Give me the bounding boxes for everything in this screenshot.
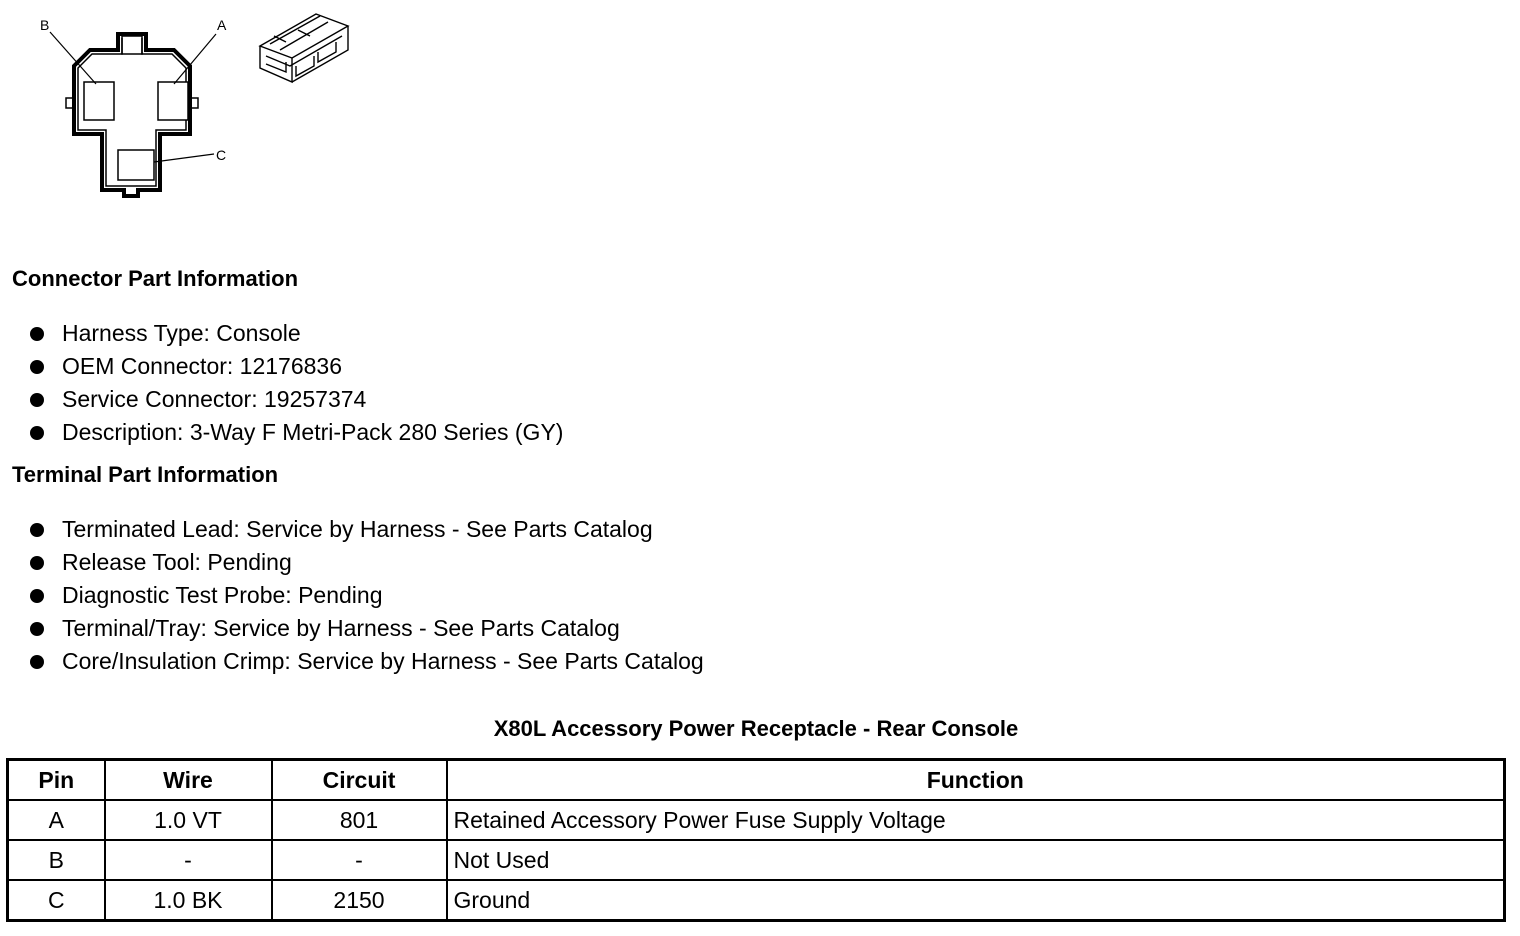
connector-face-diagram: [30, 10, 230, 202]
bullet-icon: [30, 523, 44, 537]
bullet-icon: [30, 327, 44, 341]
column-header-circuit: Circuit: [272, 760, 447, 801]
bullet-icon: [30, 655, 44, 669]
list-item: [28, 513, 704, 546]
list-item: [28, 645, 704, 678]
bullet-icon: [30, 622, 44, 636]
list-item: [28, 416, 563, 449]
bullet-icon: [30, 360, 44, 374]
cell-circuit: -: [272, 840, 447, 880]
list-item-text: Terminal/Tray: Service by Harness - See Parts Catalog: [62, 615, 620, 641]
terminal-part-info-heading: Terminal Part Information: [12, 462, 279, 487]
connector-isometric-view: [256, 6, 352, 90]
cell-function: Ground: [447, 880, 1505, 921]
cell-wire: 1.0 VT: [105, 800, 272, 840]
cell-circuit: 2150: [272, 880, 447, 921]
cell-function: Retained Accessory Power Fuse Supply Voltage: [447, 800, 1505, 840]
list-item-text: Description: 3-Way F Metri-Pack 280 Series (GY): [62, 419, 564, 445]
list-item-text: Harness Type: Console: [62, 320, 301, 346]
column-header-wire: Wire: [105, 760, 272, 801]
cavity-c: [118, 150, 154, 180]
connector-part-info-list: [28, 317, 563, 449]
list-item-text: Service Connector: 19257374: [62, 386, 367, 412]
bullet-icon: [30, 426, 44, 440]
column-header-function: Function: [447, 760, 1505, 801]
list-item-text: Core/Insulation Crimp: Service by Harness - See Parts Catalog: [62, 648, 704, 674]
list-item-text: Diagnostic Test Probe: Pending: [62, 582, 383, 608]
list-item: [28, 579, 704, 612]
cell-pin: B: [8, 840, 105, 880]
list-item-text: Release Tool: Pending: [62, 549, 292, 575]
bullet-icon: [30, 589, 44, 603]
pinout-table-title: X80L Accessory Power Receptacle - Rear Console: [493, 716, 1019, 741]
table-header-row: [8, 760, 1505, 801]
table-row: [8, 880, 1505, 921]
pinout-table: [6, 758, 1506, 922]
connector-latch: [122, 36, 142, 54]
table-row: [8, 840, 1505, 880]
list-item-text: Terminated Lead: Service by Harness - See Parts Catalog: [62, 516, 653, 542]
cell-pin: A: [8, 800, 105, 840]
bullet-icon: [30, 393, 44, 407]
terminal-part-info-list: [28, 513, 704, 678]
cell-circuit: 801: [272, 800, 447, 840]
pin-label-c: C: [216, 147, 227, 163]
cavity-b: [84, 82, 114, 120]
list-item: [28, 383, 563, 416]
bullet-icon: [30, 556, 44, 570]
cavity-a: [158, 82, 188, 120]
connector-part-info-heading: Connector Part Information: [12, 266, 299, 291]
list-item-text: OEM Connector: 12176836: [62, 353, 343, 379]
list-item: [28, 546, 704, 579]
cell-function: Not Used: [447, 840, 1505, 880]
cell-wire: 1.0 BK: [105, 880, 272, 921]
pin-label-a: A: [217, 17, 227, 33]
column-header-pin: Pin: [8, 760, 105, 801]
list-item: [28, 317, 563, 350]
pin-label-b: B: [40, 17, 50, 33]
list-item: [28, 350, 563, 383]
cell-pin: C: [8, 880, 105, 921]
list-item: [28, 612, 704, 645]
cell-wire: -: [105, 840, 272, 880]
table-row: [8, 800, 1505, 840]
leader-line-c: [154, 154, 214, 162]
